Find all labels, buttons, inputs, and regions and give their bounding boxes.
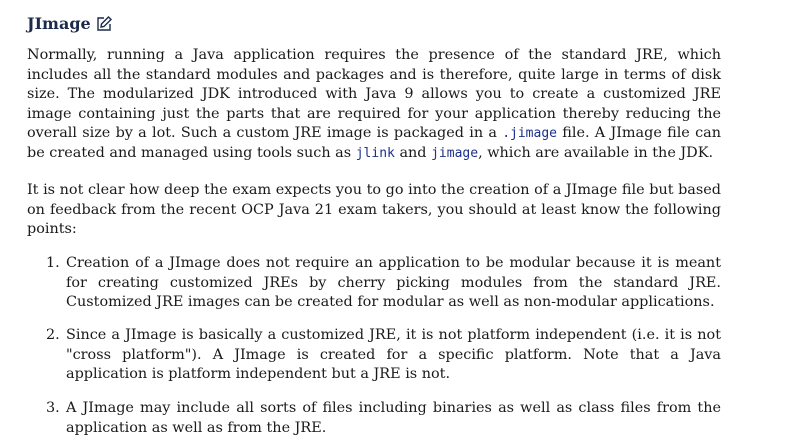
list-number: 1. bbox=[46, 255, 60, 271]
section-title: JImage bbox=[27, 14, 91, 33]
intro-text-4: , which are available in the JDK. bbox=[478, 144, 714, 161]
intro-text-3: and bbox=[394, 144, 432, 161]
code-jlink: jlink bbox=[355, 145, 395, 161]
intro-text-1: Normally, running a Java application requires the presence of the standard JRE, which includes all the standard modules and packages and is therefore, quite large in terms of disk size. The modularized JDK introduced with Java 9 allows you to create a customized JRE image containing just the parts that are required for your application thereby reducing the overall size by a lot. Such a custom JRE image is packaged in a bbox=[27, 47, 721, 141]
section-heading bbox=[27, 14, 113, 33]
list-number: 2. bbox=[46, 327, 60, 343]
edit-icon[interactable] bbox=[95, 15, 113, 33]
list-item bbox=[46, 326, 721, 385]
list-item bbox=[46, 254, 721, 313]
list-number: 3. bbox=[46, 400, 60, 416]
list-text: Creation of a JImage does not require an application to be modular because it is meant for creating customized JREs by cherry picking modules from the standard JRE. Customized JRE images can be created for modular as well as non-modular applications. bbox=[66, 255, 721, 310]
list-text: A JImage may include all sorts of files including binaries as well as class files from the application as well as from the JRE. bbox=[66, 400, 721, 436]
code-jimage-tool: jimage bbox=[431, 145, 479, 161]
list-item bbox=[46, 399, 721, 438]
intro-paragraph bbox=[27, 46, 721, 163]
code-jimage-ext: .jimage bbox=[502, 126, 557, 141]
intro-text-2: file. A JImage file can be created and managed using tools such as bbox=[27, 125, 721, 161]
list-text: Since a JImage is basically a customized JRE, it is not platform independent (i.e. it is not "cross platform"). A JImage is created for a specific platform. Note that a Java application is platform independent but a JRE is not. bbox=[66, 327, 721, 382]
exam-paragraph: It is not clear how deep the exam expects you to go into the creation of a JImage file but based on feedback from the recent OCP Java 21 exam takers, you should at least know the following points: bbox=[27, 182, 721, 237]
